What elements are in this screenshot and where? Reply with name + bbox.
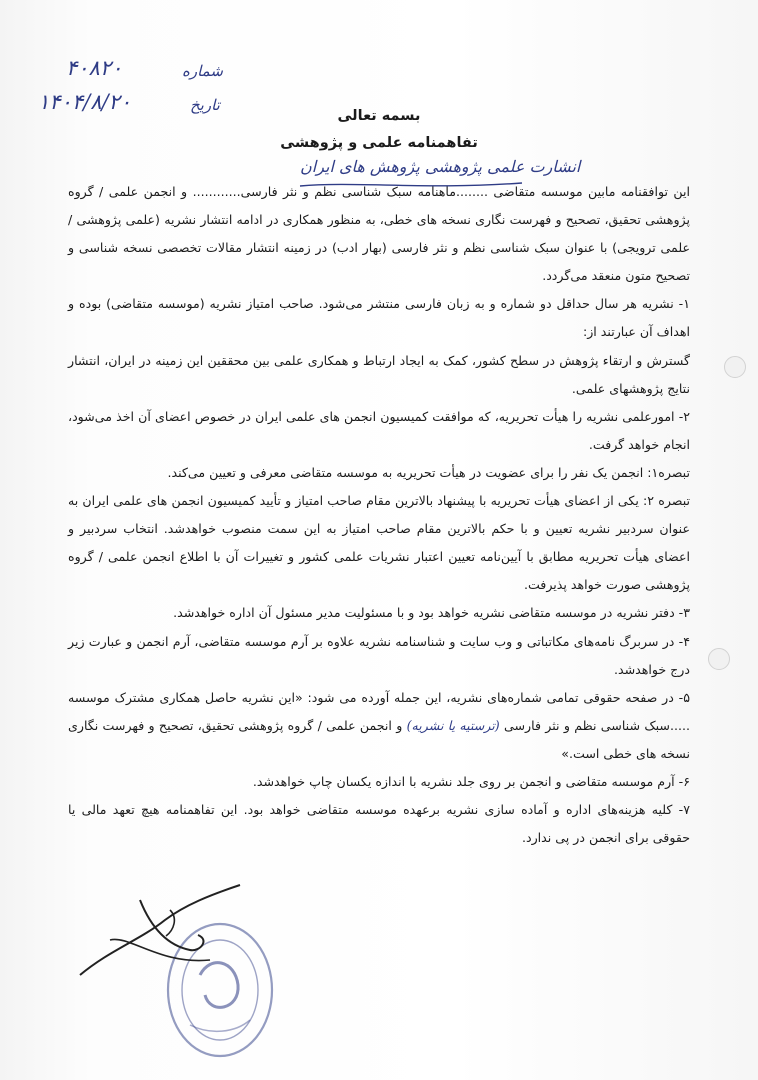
clause-4: ۴- در سربرگ نامه‌های مکاتباتی و وب سایت و شناسنامه نشریه علاوه بر آرم موسسه متقاضی، آرم انجمن و عبارت زیر درج خواهدشد.: [68, 633, 690, 677]
clause-1-goals: گسترش و ارتقاء پژوهش در سطح کشور، کمک به ایجاد ارتباط و همکاری علمی بین محققین این زمینه در ایران، انتشار نتایج پژوهشهای علمی.: [68, 352, 690, 396]
clause-5-part-b: و انجمن علمی / گروه پژوهشی تحقیق، تصحیح و فهرست نگاری نسخه های خطی است.»: [68, 717, 690, 761]
clause-2: ۲- امورعلمی نشریه را هیأت تحریریه، که موافقت کمیسیون انجمن های علمی ایران در خصوص اعضای آن اخذ می‌شود، انجام خواهد گرفت.: [68, 408, 690, 452]
clause-3: ۳- دفتر نشریه در موسسه متقاضی نشریه خواهد بود و با مسئولیت مدیر مسئول آن اداره خواهدشد.: [173, 605, 690, 621]
clause-1: ۱- نشریه هر سال حداقل دو شماره و به زبان فارسی منتشر می‌شود. صاحب امتیاز نشریه (موسسه متقاضی) بوده و اهداف آن عبارتند از:: [68, 296, 690, 340]
punch-hole-top: [724, 356, 746, 378]
clause-6: ۶- آرم موسسه متقاضی و انجمن بر روی جلد نشریه با اندازه یکسان چاپ خواهدشد.: [252, 773, 690, 789]
clause-5-handwritten: (ترستیه یا نشریه): [406, 717, 500, 733]
subject-underline-icon: [296, 178, 526, 192]
paragraph-intro: این توافقنامه مابین موسسه متقاضی ........ماهنامه سبک شناسی نظم و نثر فارسی............ و انجمن علمی / گروه پژوهشی تحقیق، تصحیح و فهرست نگاری نسخه های خطی، به منظور همکاری در ادامه انتشار نشریه (علمی پژوهشی / علمی ترویجی) با عنوان سبک شناسی نظم و نثر فارسی (بهار ادب) در زمینه انتشار مقالات تخصصی نسخه شناسی و تصحیح متون منعقد می‌گردد.: [68, 184, 690, 284]
document-body: [68, 178, 690, 852]
clause-5-part-a: ۵- در صفحه حقوقی تمامی شماره‌های نشریه، این جمله آورده می شود: «این نشریه حاصل همکاری مشترک موسسه .....سبک شناسی نظم و نثر فارسی: [68, 689, 690, 733]
clause-7: ۷- کلیه هزینه‌های اداره و آماده سازی نشریه برعهده موسسه متقاضی خواهد بود. این تفاهمنامه هیچ تعهد مالی یا حقوقی برای انجمن در پی ندارد.: [68, 802, 690, 846]
document-title: تفاهمنامه علمی و پژوهشی: [280, 135, 478, 151]
handwritten-subject: انشارت علمی پژوهشی پژوهش های ایران: [300, 157, 581, 176]
number-label: شماره: [182, 62, 223, 80]
signature-icon: [70, 880, 250, 990]
date-value: ۱۴۰۴/۸/۲۰: [38, 90, 132, 114]
date-label: تاریخ: [190, 96, 220, 114]
invocation: بسمه تعالی: [337, 108, 421, 124]
note-2: تبصره ۲: یکی از اعضای هیأت تحریریه با پیشنهاد بالاترین مقام صاحب امتیاز و تأیید کمیسیون انجمن های علمی ایران به عنوان سردبیر نشریه تعیین و با حکم بالاترین مقام صاحب امتیاز به این سمت منصوب خواهدشد. انتخاب سردبیر و اعضای هیأت تحریریه مطابق با آیین‌نامه تعیین اعتبار نشریات علمی کشور و تغییرات آن با اطلاع انجمن علمی / گروه پژوهشی صورت خواهد پذیرفت.: [68, 493, 690, 593]
number-value: ۴۰۸۲۰: [66, 56, 123, 80]
note-1: تبصره۱: انجمن یک نفر را برای عضویت در هیأت تحریریه به موسسه متقاضی معرفی و تعیین می‌کند.: [167, 464, 690, 480]
punch-hole-bottom: [708, 648, 730, 670]
clause-5: [68, 684, 690, 768]
